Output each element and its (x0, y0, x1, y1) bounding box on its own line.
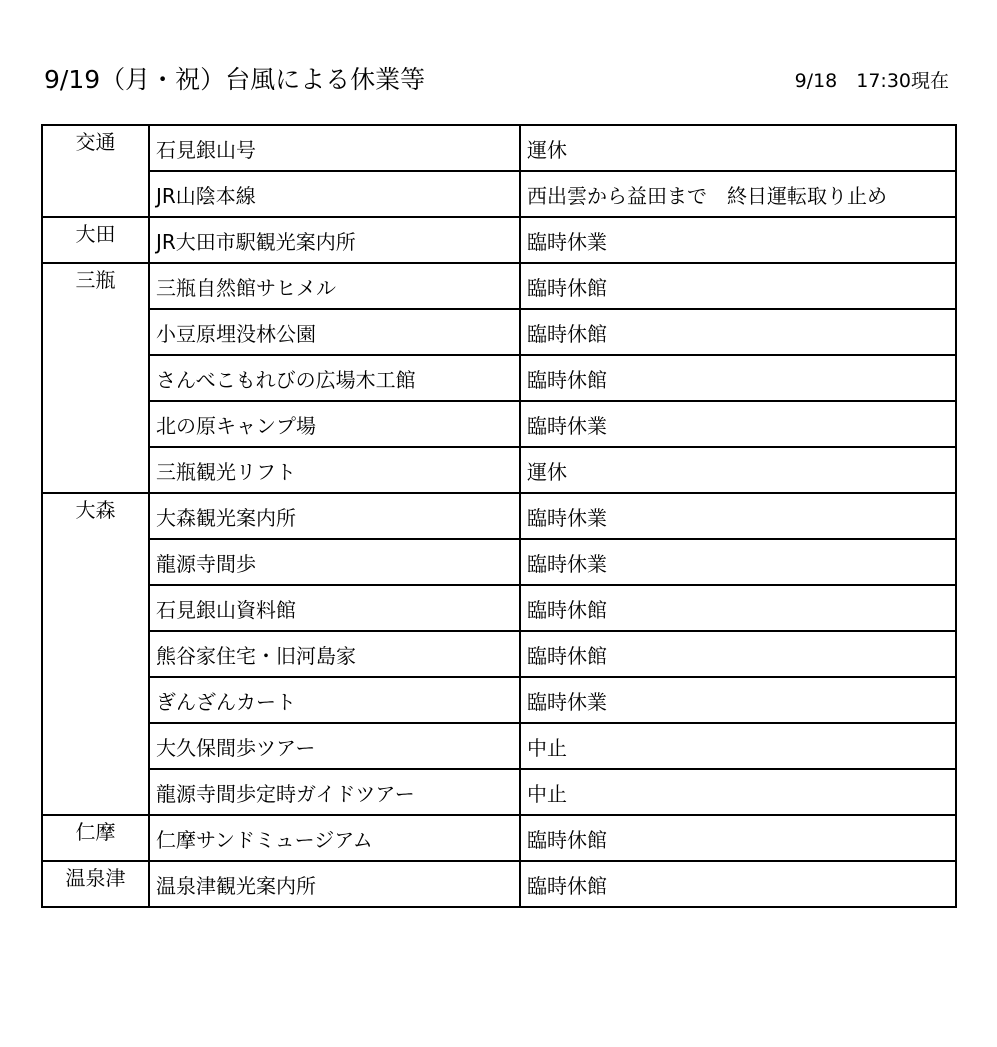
table-row (42, 861, 956, 907)
facility-cell: 石見銀山資料館 (149, 585, 520, 631)
area-cell: 仁摩 (42, 815, 149, 861)
area-cell: 交通 (42, 125, 149, 217)
closure-table-body (42, 125, 956, 907)
facility-cell: 三瓶自然館サヒメル (149, 263, 520, 309)
facility-cell: 熊谷家住宅・旧河島家 (149, 631, 520, 677)
facility-cell: 温泉津観光案内所 (149, 861, 520, 907)
table-row (42, 585, 956, 631)
area-cell: 温泉津 (42, 861, 149, 907)
facility-cell: 龍源寺間歩 (149, 539, 520, 585)
table-row (42, 263, 956, 309)
area-cell: 三瓶 (42, 263, 149, 493)
table-row (42, 355, 956, 401)
status-cell: 臨時休館 (520, 631, 956, 677)
facility-cell: 三瓶観光リフト (149, 447, 520, 493)
status-cell: 臨時休業 (520, 217, 956, 263)
update-timestamp: 9/18 17:30現在 (794, 70, 949, 92)
status-cell: 臨時休業 (520, 493, 956, 539)
status-cell: 中止 (520, 769, 956, 815)
status-cell: 臨時休館 (520, 861, 956, 907)
table-row (42, 125, 956, 171)
area-cell: 大森 (42, 493, 149, 815)
table-row (42, 493, 956, 539)
status-cell: 西出雲から益田まで 終日運転取り止め (520, 171, 956, 217)
facility-cell: 大森観光案内所 (149, 493, 520, 539)
status-cell: 臨時休館 (520, 355, 956, 401)
status-cell: 運休 (520, 125, 956, 171)
facility-cell: JR山陰本線 (149, 171, 520, 217)
status-cell: 臨時休館 (520, 263, 956, 309)
facility-cell: 小豆原埋没林公園 (149, 309, 520, 355)
table-row (42, 631, 956, 677)
table-row (42, 401, 956, 447)
status-cell: 運休 (520, 447, 956, 493)
facility-cell: 北の原キャンプ場 (149, 401, 520, 447)
table-row (42, 677, 956, 723)
facility-cell: JR大田市駅観光案内所 (149, 217, 520, 263)
facility-cell: 仁摩サンドミュージアム (149, 815, 520, 861)
status-cell: 臨時休館 (520, 309, 956, 355)
status-cell: 臨時休業 (520, 539, 956, 585)
page-title: 9/19（月・祝）台風による休業等 (44, 65, 426, 94)
table-row (42, 769, 956, 815)
table-row (42, 723, 956, 769)
table-row (42, 171, 956, 217)
facility-cell: 石見銀山号 (149, 125, 520, 171)
status-cell: 臨時休業 (520, 401, 956, 447)
facility-cell: さんべこもれびの広場木工館 (149, 355, 520, 401)
status-cell: 臨時休館 (520, 585, 956, 631)
closure-table (41, 124, 957, 908)
facility-cell: 大久保間歩ツアー (149, 723, 520, 769)
facility-cell: 龍源寺間歩定時ガイドツアー (149, 769, 520, 815)
table-row (42, 815, 956, 861)
table-row (42, 447, 956, 493)
table-row (42, 309, 956, 355)
status-cell: 中止 (520, 723, 956, 769)
area-cell: 大田 (42, 217, 149, 263)
status-cell: 臨時休館 (520, 815, 956, 861)
table-row (42, 539, 956, 585)
facility-cell: ぎんざんカート (149, 677, 520, 723)
table-row (42, 217, 956, 263)
status-cell: 臨時休業 (520, 677, 956, 723)
